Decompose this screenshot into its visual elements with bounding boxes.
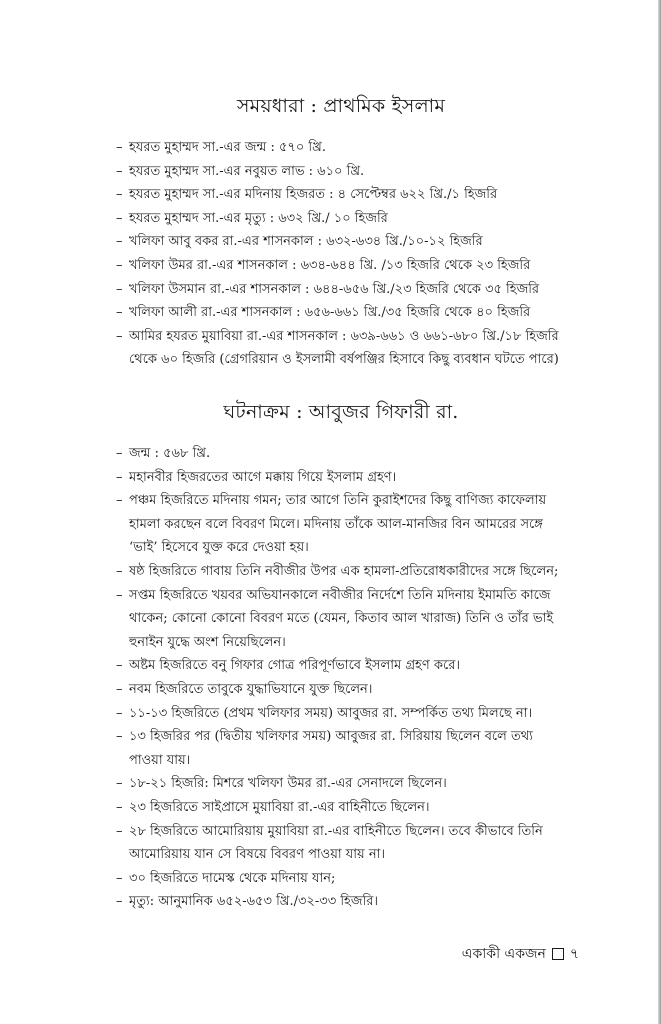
list-item: – মৃত্যু: আনুমানিক ৬৫২-৬৫৩ খ্রি./৩২-৩৩ হিজরি।	[116, 890, 566, 914]
list-item: – হযরত মুহাম্মদ সা.-এর মৃত্যু : ৬৩২ খ্রি./ ১০ হিজরি	[116, 207, 566, 231]
list-item: – পঞ্চম হিজরিতে মদিনায় গমন; তার আগে তিনি কুরাইশদের কিছু বাণিজ্য কাফেলায় হামলা করছেন বলে বিবরণ মিলে। মদিনায় তাঁকে আল-মানজির বিন আমরের সঙ্গে ‘ভাই’ হিসেবে যুক্ত করে দেওয়া হয়।	[116, 489, 566, 560]
list-item: – ১১-১৩ হিজরিতে (প্রথম খলিফার সময়) আবুজর রা. সম্পর্কিত তথ্য মিলছে না।	[116, 702, 566, 726]
square-separator-icon	[552, 948, 564, 960]
list-item: – হযরত মুহাম্মদ সা.-এর জন্ম : ৫৭০ খ্রি.	[116, 136, 566, 160]
list-item: – অষ্টম হিজরিতে বনু গিফার গোত্র পরিপূর্ণভাবে ইসলাম গ্রহণ করে।	[116, 654, 566, 678]
list-item: – ২৩ হিজরিতে সাইপ্রাসে মুয়াবিয়া রা.-এর বাহিনীতে ছিলেন।	[116, 796, 566, 820]
list-item: – ১৩ হিজরির পর (দ্বিতীয় খলিফার সময়) আবুজর রা. সিরিয়ায় ছিলেন বলে তথ্য পাওয়া যায়।	[116, 725, 566, 772]
list-item: – ৩০ হিজরিতে দামেস্ক থেকে মদিনায় যান;	[116, 867, 566, 891]
list-item: – নবম হিজরিতে তাবুকে যুদ্ধাভিযানে যুক্ত ছিলেন।	[116, 678, 566, 702]
timeline-list	[116, 136, 566, 372]
page-footer	[462, 942, 579, 966]
chronology-section	[116, 398, 566, 914]
chronology-list	[116, 442, 566, 914]
chronology-heading: ঘটনাক্রম : আবুজর গিফারী রা.	[223, 401, 459, 423]
timeline-section	[116, 92, 566, 372]
list-item: – আমির হযরত মুয়াবিয়া রা.-এর শাসনকাল : ৬৩৯-৬৬১ ও ৬৬১-৬৮০ খ্রি./১৮ হিজরি থেকে ৬০ হিজরি (গ্রেগরিয়ান ও ইসলামী বর্ষপঞ্জির হিসাবে কিছু ব্যবধান ঘটতে পারে)	[116, 325, 566, 372]
list-item: – সপ্তম হিজরিতে খয়বর অভিযানকালে নবীজীর নির্দেশে তিনি মদিনায় ইমামতি কাজে থাকেন; কোনো কোনো বিবরণ মতে (যেমন, কিতাব আল খারাজ) তিনি ও তাঁর ভাই হুনাইন যুদ্ধে অংশ নিয়েছিলেন।	[116, 584, 566, 655]
list-item: – মহানবীর হিজরতের আগে মক্কায় গিয়ে ইসলাম গ্রহণ।	[116, 466, 566, 490]
list-item: – খলিফা আলী রা.-এর শাসনকাল : ৬৫৬-৬৬১ খ্রি./৩৫ হিজরি থেকে ৪০ হিজরি	[116, 301, 566, 325]
timeline-heading: সময়ধারা : প্রাথমিক ইসলাম	[236, 95, 446, 117]
list-item: – খলিফা উমর রা.-এর শাসনকাল : ৬৩৪-৬৪৪ খ্রি. /১৩ হিজরি থেকে ২৩ হিজরি	[116, 254, 566, 278]
page-number: ৭	[569, 946, 579, 962]
list-item: – হযরত মুহাম্মদ সা.-এর মদিনায় হিজরত : ৪ সেপ্টেম্বর ৬২২ খ্রি./১ হিজরি	[116, 183, 566, 207]
list-item: – খলিফা আবু বকর রা.-এর শাসনকাল : ৬৩২-৬৩৪ খ্রি./১০-১২ হিজরি	[116, 230, 566, 254]
list-item: – জন্ম : ৫৬৮ খ্রি.	[116, 442, 566, 466]
book-title: একাকী একজন	[461, 946, 546, 962]
list-item: – হযরত মুহাম্মদ সা.-এর নবুয়ত লাভ : ৬১০ খ্রি.	[116, 160, 566, 184]
list-item: – ১৮-২১ হিজরি: মিশরে খলিফা উমর রা.-এর সেনাদলে ছিলেন।	[116, 772, 566, 796]
list-item: – খলিফা উসমান রা.-এর শাসনকাল : ৬৪৪-৬৫৬ খ্রি./২৩ হিজরি থেকে ৩৫ হিজরি	[116, 278, 566, 302]
list-item: – ষষ্ঠ হিজরিতে গাবায় তিনি নবীজীর উপর এক হামলা-প্রতিরোধকারীদের সঙ্গে ছিলেন;	[116, 560, 566, 584]
list-item: – ২৮ হিজরিতে আমোরিয়ায় মুয়াবিয়া রা.-এর বাহিনীতে ছিলেন। তবে কীভাবে তিনি আমোরিয়ায় যান সে বিষয়ে বিবরণ পাওয়া যায় না।	[116, 820, 566, 867]
